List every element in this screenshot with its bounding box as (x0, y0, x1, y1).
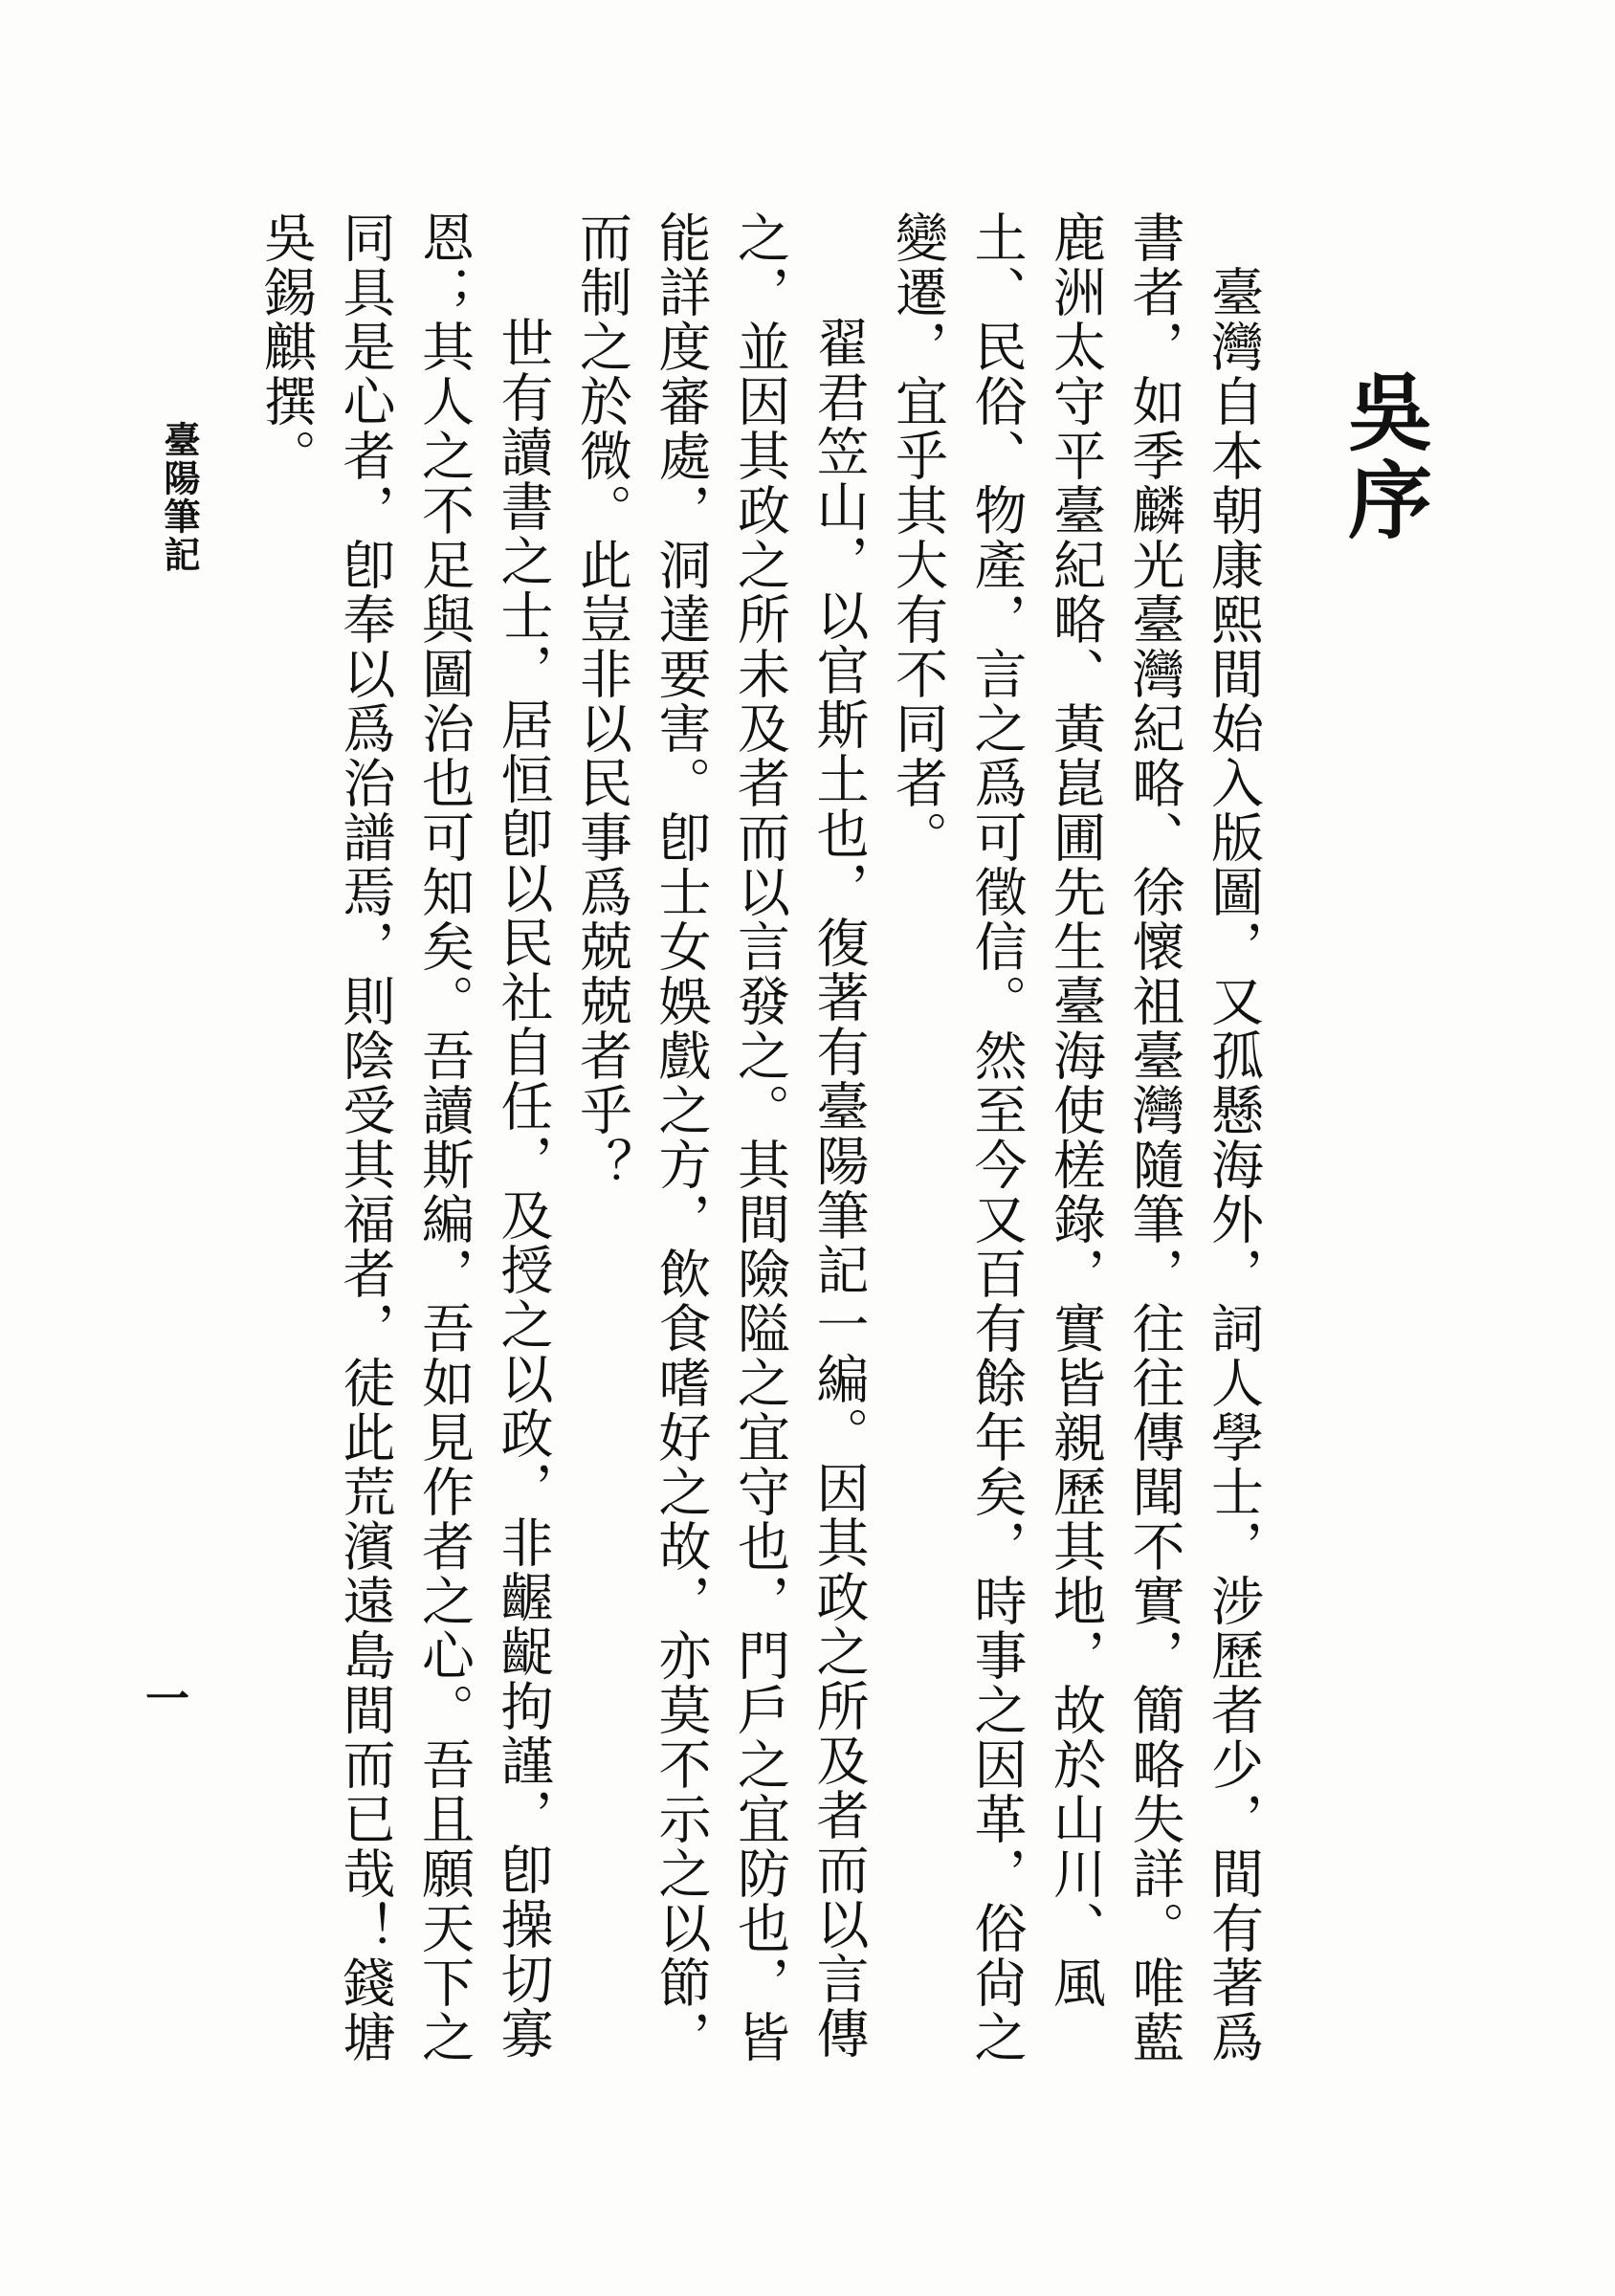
paragraph-3: 世有讀書之士，居恒卽以民社自任，及授之以政，非齷齪拘謹，卽操切寡恩；其人之不足與圖治也可知矣。吾讀斯編，吾如見作者之心。吾且願天下之同具是心者，卽奉以爲治譜焉，則陰受其福者，徒此荒濱遠島間而已哉！錢塘吳錫麒撰。 (255, 210, 554, 2064)
page-number: 一 (145, 1673, 189, 1725)
margin-book-title: 臺陽筆記 (158, 421, 201, 574)
paragraph-2: 翟君笠山，以官斯土也，復著有臺陽筆記一編。因其政之所及者而以言傳之，並因其政之所未及者而以言發之。其間險隘之宜守也，門戶之宜防也，皆能詳度審處，洞達要害。卽士女娛戲之方，飲食嗜好之故，亦莫不示之以節，而制之於微。此豈非以民事爲兢兢者乎？ (571, 210, 870, 2064)
page-title: 吳序 (1335, 368, 1434, 544)
paragraph-1: 臺灣自本朝康熙間始入版圖，又孤懸海外，詞人學士，涉歷者少，間有著爲書者，如季麟光臺灣紀略、徐懷祖臺灣隨筆，往往傳聞不實，簡略失詳。唯藍鹿洲太守平臺紀略、黃崑圃先生臺海使槎錄，實皆親歷其地，故於山川、風土、民俗、物產，言之爲可徵信。然至今又百有餘年矣，時事之因革，俗尙之變遷，宜乎其大有不同者。 (887, 210, 1264, 2064)
preface-text (247, 210, 1273, 2066)
